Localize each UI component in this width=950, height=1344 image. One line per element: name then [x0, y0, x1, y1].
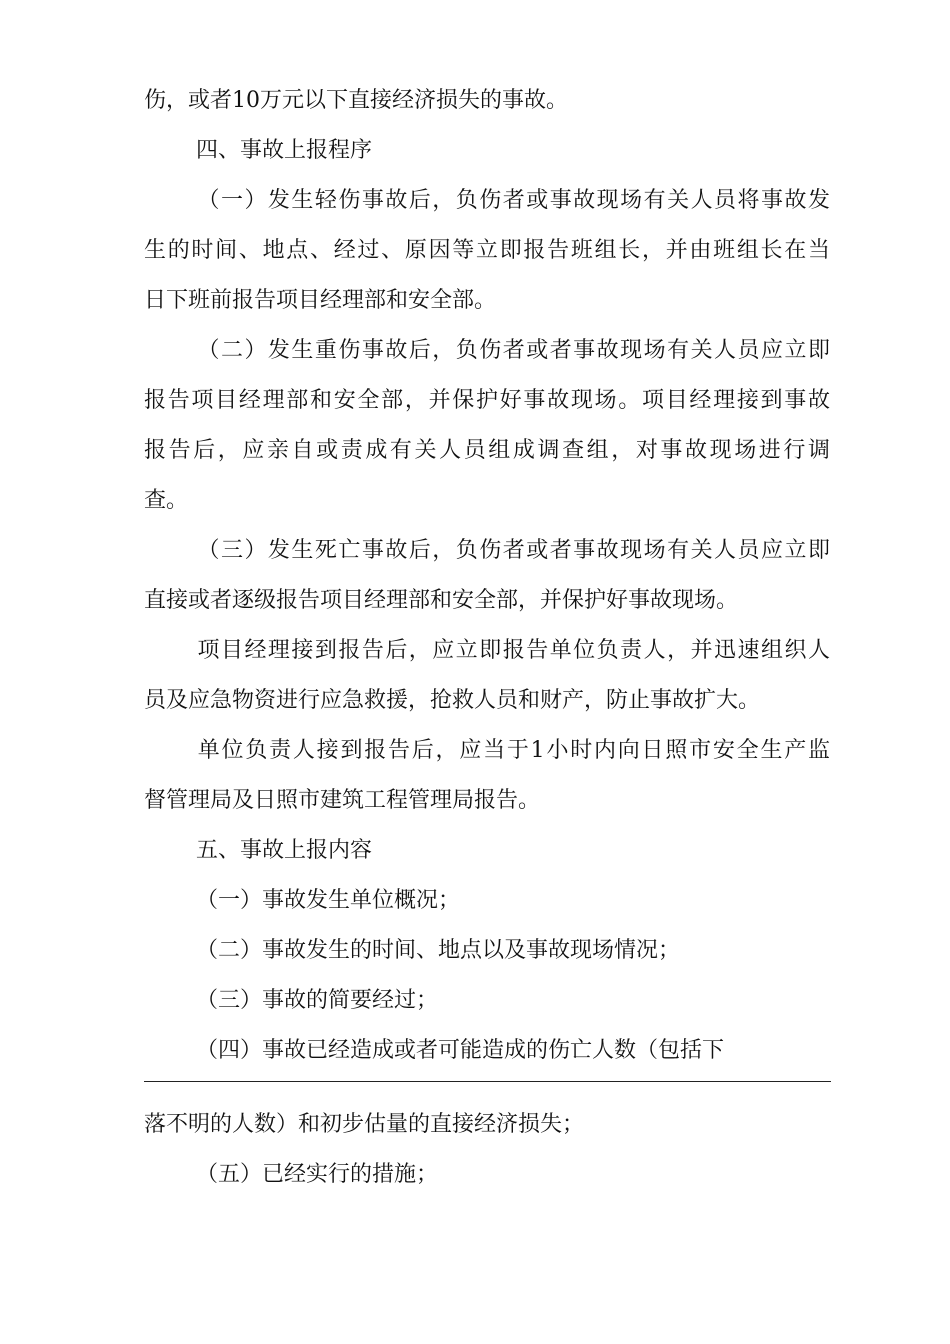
list-item: （一）事故发生单位概况； [196, 888, 461, 913]
text-span: （三）发生死亡事故后，负伤者或者事故现场有关人员应立即 [196, 538, 830, 563]
section-heading: 五、事故上报内容 [196, 838, 373, 863]
text-line [144, 736, 830, 766]
text-span: 项目经理接到报告后，应立即报告单位负责人，并迅速组织人 [196, 638, 830, 663]
text-span: （二）发生重伤事故后，负伤者或者事故现场有关人员应立即 [196, 338, 830, 363]
list-item: （五）已经实行的措施； [196, 1162, 439, 1187]
text-line: 生的时间、地点、经过、原因等立即报告班组长，并由班组长在当 [144, 238, 830, 263]
text-line [144, 536, 830, 566]
text-line: 报告项目经理部和安全部，并保护好事故现场。项目经理接到事故 [144, 388, 830, 413]
text-line: 伤，或者10万元以下直接经济损失的事故。 [144, 88, 568, 113]
text-line: 日下班前报告项目经理部和安全部。 [144, 288, 497, 313]
text-line [144, 636, 830, 666]
page-divider [144, 1081, 831, 1082]
text-line [144, 186, 830, 216]
text-line [144, 336, 830, 366]
text-line: 直接或者逐级报告项目经理部和安全部，并保护好事故现场。 [144, 588, 739, 613]
list-item: （四）事故已经造成或者可能造成的伤亡人数（包括下 [196, 1038, 725, 1063]
list-item: （二）事故发生的时间、地点以及事故现场情况； [196, 938, 681, 963]
text-line: 员及应急物资进行应急救援，抢救人员和财产，防止事故扩大。 [144, 688, 761, 713]
section-heading: 四、事故上报程序 [196, 138, 373, 163]
text-span: （一）发生轻伤事故后，负伤者或事故现场有关人员将事故发 [196, 188, 830, 213]
text-line: 查。 [144, 488, 189, 513]
text-span: 单位负责人接到报告后，应当于1小时内向日照市安全生产监 [196, 738, 830, 763]
text-line: 落不明的人数）和初步估量的直接经济损失； [144, 1112, 585, 1137]
text-line: 督管理局及日照市建筑工程管理局报告。 [144, 788, 541, 813]
list-item: （三）事故的简要经过； [196, 988, 439, 1013]
text-line: 报告后，应亲自或责成有关人员组成调查组，对事故现场进行调 [144, 438, 830, 463]
